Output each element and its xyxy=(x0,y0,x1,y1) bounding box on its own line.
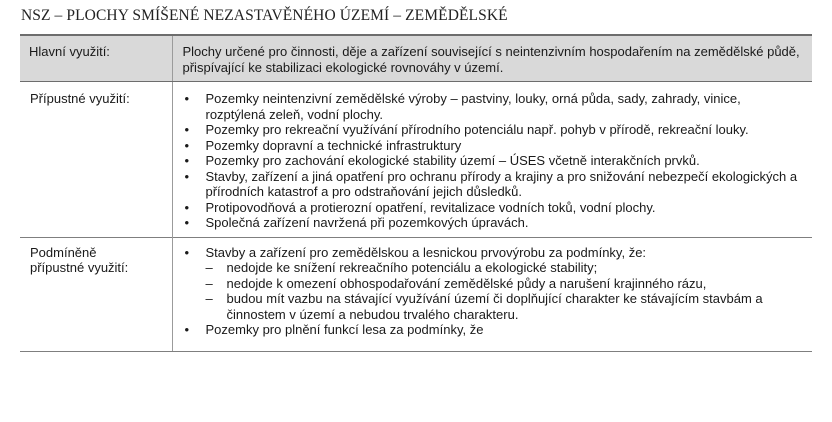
list-item: • Pozemky pro plnění funkcí lesa za podmínky, že xyxy=(183,322,803,338)
row-content-conditional-use xyxy=(172,237,812,351)
list-item: • Pozemky dopravní a technické infrastruktury xyxy=(183,138,803,154)
list-item: • Protipovodňová a protierozní opatření, revitalizace vodních toků, vodní plochy. xyxy=(183,200,803,216)
list-item: • Stavby, zařízení a jiná opatření pro ochranu přírody a krajiny a pro snižování nebezpečí ekologických a přírodních katastrof a pro odstraňování jejich důsledků. xyxy=(183,169,803,200)
row-content-permitted-use xyxy=(172,82,812,238)
list-item xyxy=(183,245,803,323)
conditional-use-label: Podmíněně přípustné využití: xyxy=(30,244,129,275)
sublist-item: – nedojde ke snížení rekreačního potenciálu a ekologické stability; xyxy=(206,260,803,276)
table-row-permitted-use xyxy=(20,82,812,238)
condition-sublist xyxy=(206,260,803,322)
row-text-main-use: Plochy určené pro činnosti, děje a zařízení související s neintenzivním hospodařením na zemědělské půdě, přispívající ke stabilizaci ekologické rovnováhy v území. xyxy=(172,35,812,82)
page-title: NSZ – PLOCHY SMÍŠENÉ NEZASTAVĚNÉHO ÚZEMÍ – ZEMĚDĚLSKÉ xyxy=(21,7,508,24)
permitted-use-list xyxy=(183,91,803,231)
conditional-use-list xyxy=(183,245,803,338)
sublist-item: – budou mít vazbu na stávající využívání území či doplňující charakter ke stávajícím stavbám a činnostem v území a nebudou trvalého charakteru. xyxy=(206,291,803,322)
list-item: • Pozemky pro zachování ekologické stability území – ÚSES včetně interakčních prvků. xyxy=(183,153,803,169)
list-item: • Pozemky neintenzivní zemědělské výroby – pastviny, louky, orná půda, sady, zahrady, vinice, rozptýlená zeleň, vodní plochy. xyxy=(183,91,803,122)
list-item-text: Stavby a zařízení pro zemědělskou a lesnickou prvovýrobu za podmínky, že: xyxy=(205,244,647,260)
regulations-table xyxy=(20,34,812,352)
row-label-main-use: Hlavní využití: xyxy=(20,35,172,82)
row-label-permitted-use: Přípustné využití: xyxy=(20,82,172,238)
list-item: • Společná zařízení navržená při pozemkových úpravách. xyxy=(183,215,803,231)
sublist-item: – nedojde k omezení obhospodařování zemědělské půdy a narušení krajinného rázu, xyxy=(206,276,803,292)
table-row-main-use xyxy=(20,35,812,82)
list-item: • Pozemky pro rekreační využívání přírodního potenciálu např. pohyb v přírodě, rekreační louky. xyxy=(183,122,803,138)
table-row-conditional-use xyxy=(20,237,812,351)
row-label-conditional-use xyxy=(20,237,172,351)
